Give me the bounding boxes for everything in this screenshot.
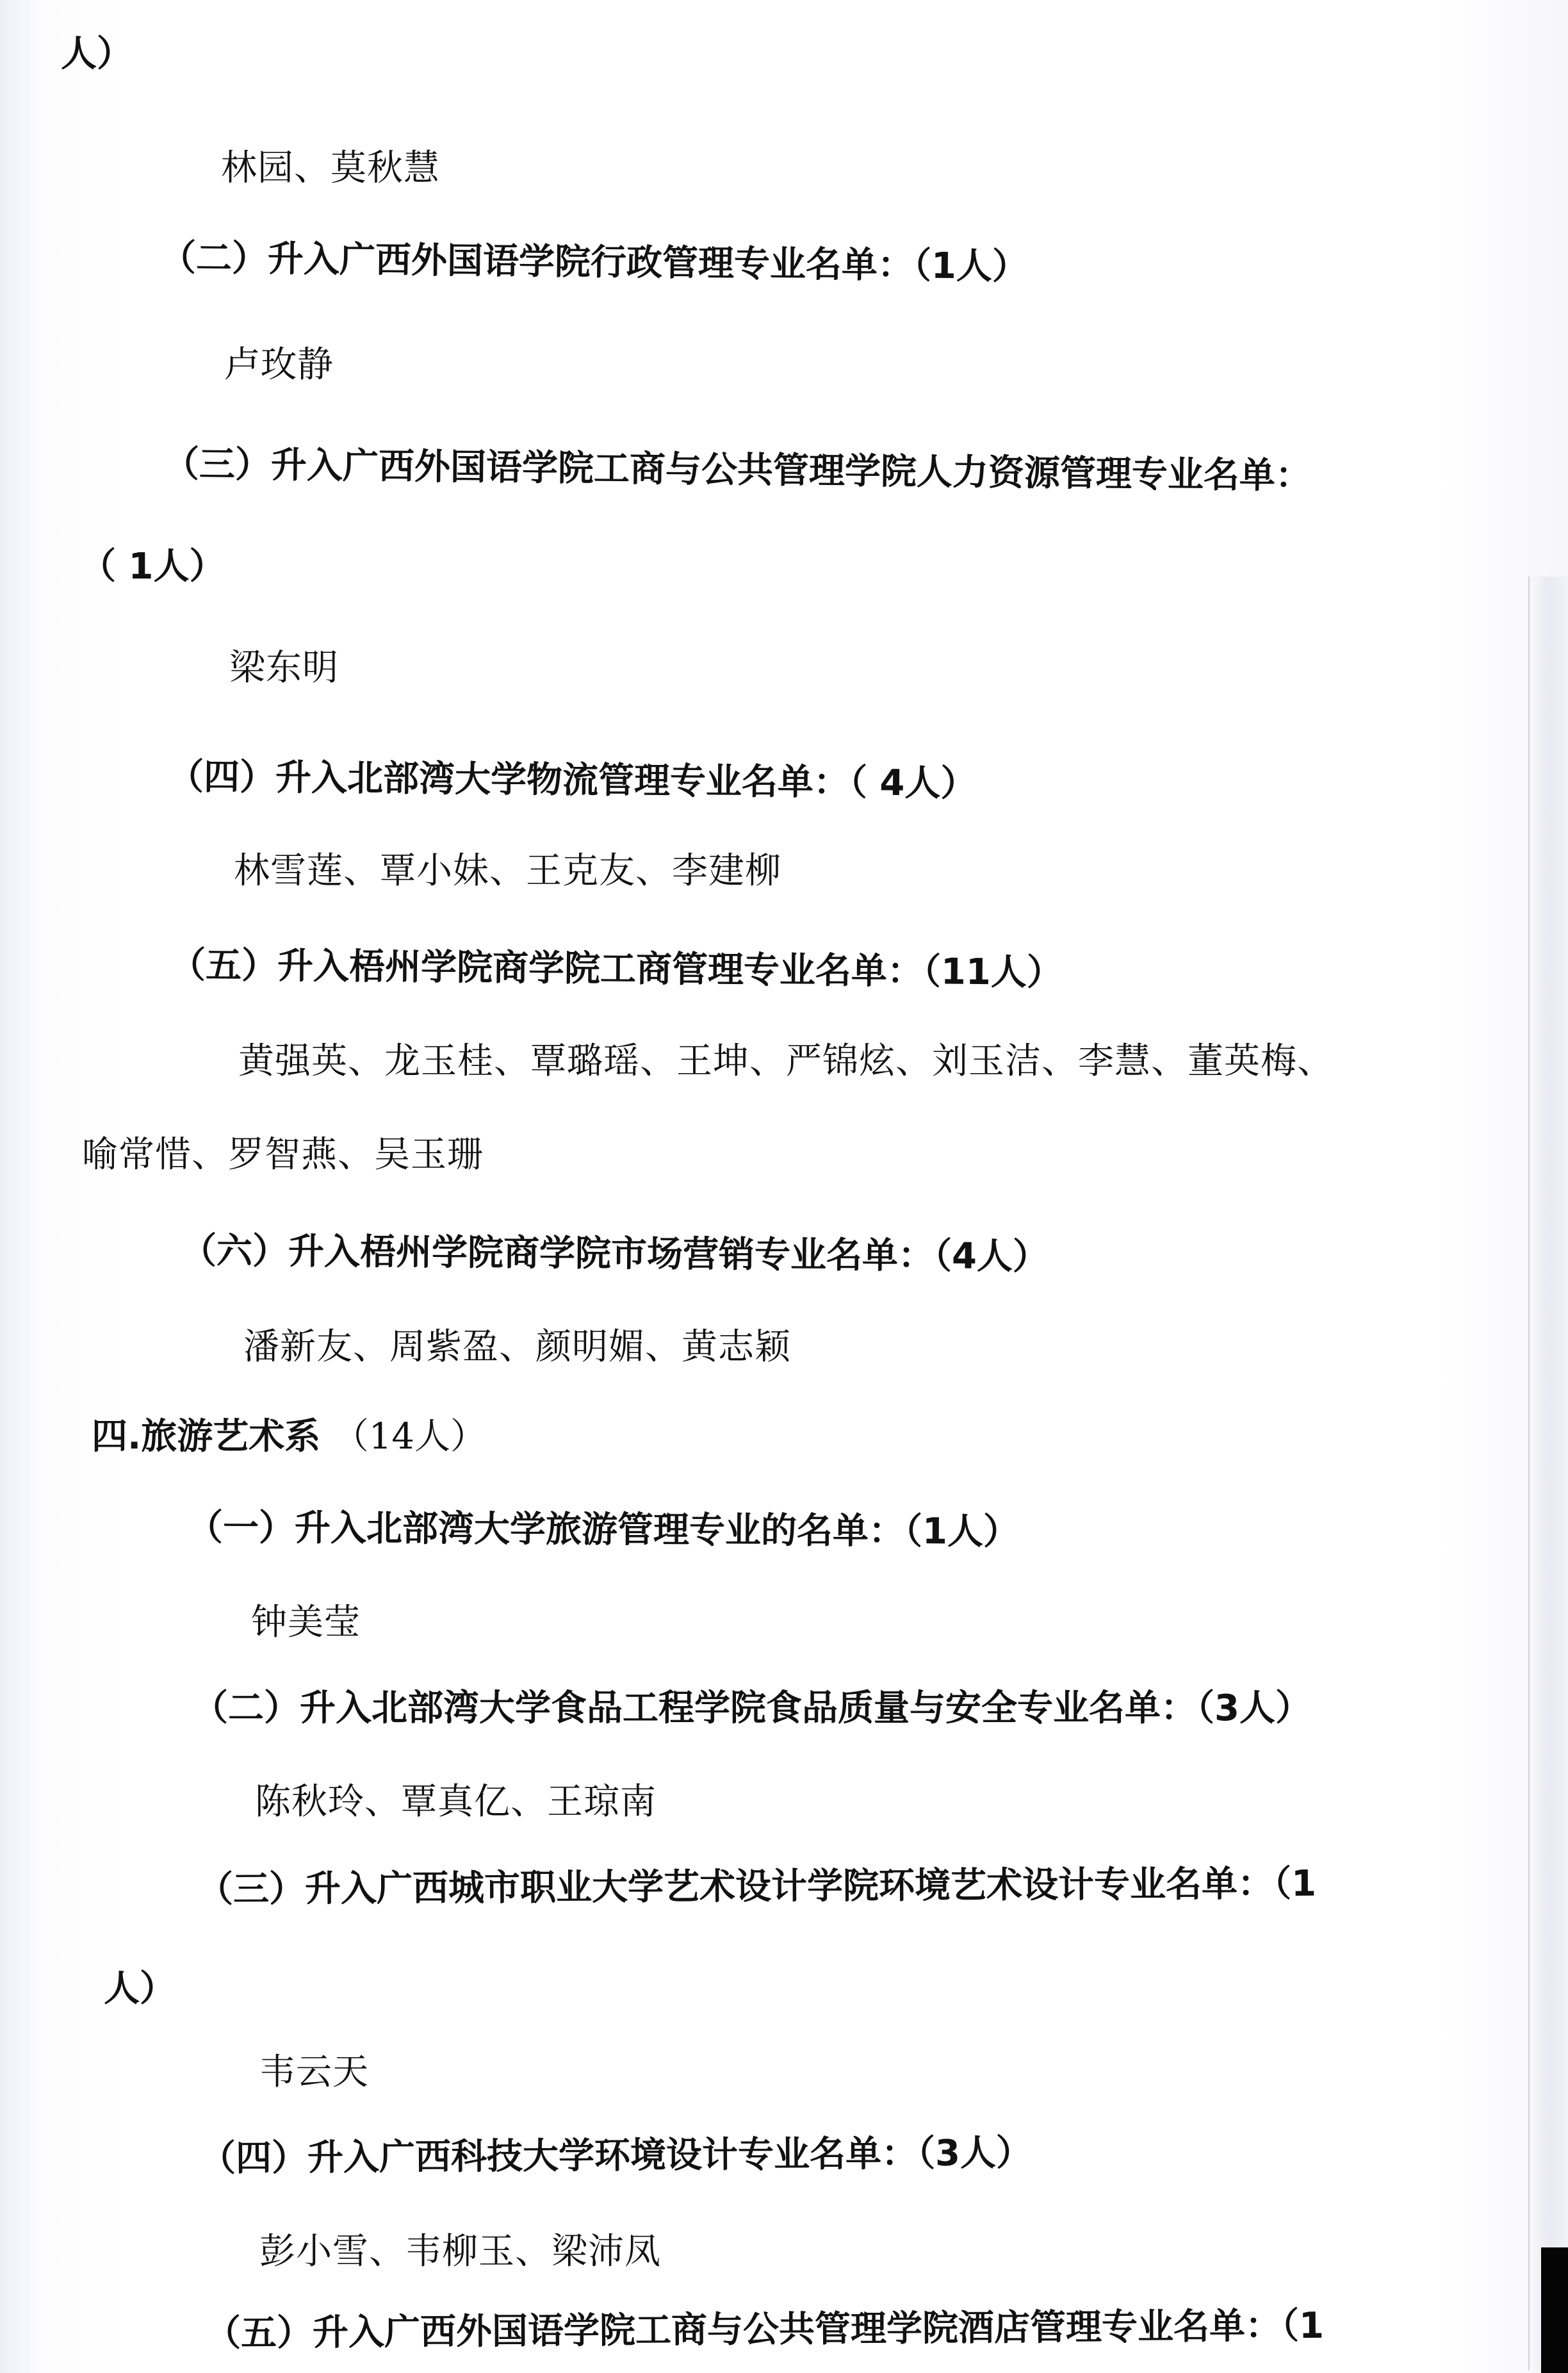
section-count: （14人）: [332, 1416, 487, 1457]
name-list: 林雪莲、覃小妹、王克友、李建柳: [234, 850, 781, 892]
subsection-heading: （一）升入北部湾大学旅游管理专业的名单：（1人）: [186, 1507, 1020, 1553]
subsection-heading: （四）升入北部湾大学物流管理专业名单：（ 4人）: [167, 756, 977, 805]
subsection-heading: （三）升入广西外国语学院工商与公共管理学院人力资源管理专业名单：: [163, 443, 1312, 497]
name-list: 喻常惜、罗智燕、吴玉珊: [82, 1134, 484, 1176]
continuation-line: 人）: [61, 33, 133, 75]
subsection-heading-cont: （ 1人）: [80, 546, 225, 587]
subsection-heading: （三）升入广西城市职业大学艺术设计学院环境艺术设计专业名单：（1: [197, 1862, 1317, 1910]
name-list: 彭小雪、韦柳玉、梁沛凤: [259, 2231, 661, 2272]
name-list: 陈秋玲、覃真亿、王琼南: [255, 1781, 657, 1823]
name-list: 梁东明: [229, 647, 339, 689]
subsection-heading: （六）升入梧州学院商学院市场营销专业名单：（4人）: [180, 1230, 1049, 1278]
name-list: 黄强英、龙玉桂、覃璐瑶、王坤、严锦炫、刘玉洁、李慧、董英梅、: [238, 1040, 1334, 1082]
subsection-heading: （二）升入北部湾大学食品工程学院食品质量与安全专业名单：（3人）: [192, 1687, 1311, 1729]
name-list: 韦云天: [259, 2051, 369, 2093]
subsection-heading: （二）升入广西外国语学院行政管理专业名单：（1人）: [159, 237, 1029, 288]
name-list: 卢玫静: [224, 344, 334, 386]
subsection-heading: （五）升入广西外国语学院工商与公共管理学院酒店管理专业名单：（1: [204, 2304, 1325, 2354]
subsection-heading-cont: 人）: [104, 1968, 176, 2010]
name-list: 钟美莹: [251, 1602, 361, 1643]
section-heading: [92, 1415, 486, 1459]
name-list: 潘新友、周紫盈、颜明媚、黄志颖: [243, 1326, 791, 1368]
scan-border-corner: [1541, 2247, 1568, 2373]
name-list: 林园、莫秋慧: [221, 147, 440, 189]
subsection-heading: （五）升入梧州学院商学院工商管理专业名单：（11人）: [169, 944, 1063, 994]
subsection-heading: （四）升入广西科技大学环境设计专业名单：（3人）: [199, 2131, 1033, 2180]
section-title: 四.旅游艺术系: [92, 1416, 321, 1457]
paper-edge-shadow: [1528, 577, 1568, 2370]
